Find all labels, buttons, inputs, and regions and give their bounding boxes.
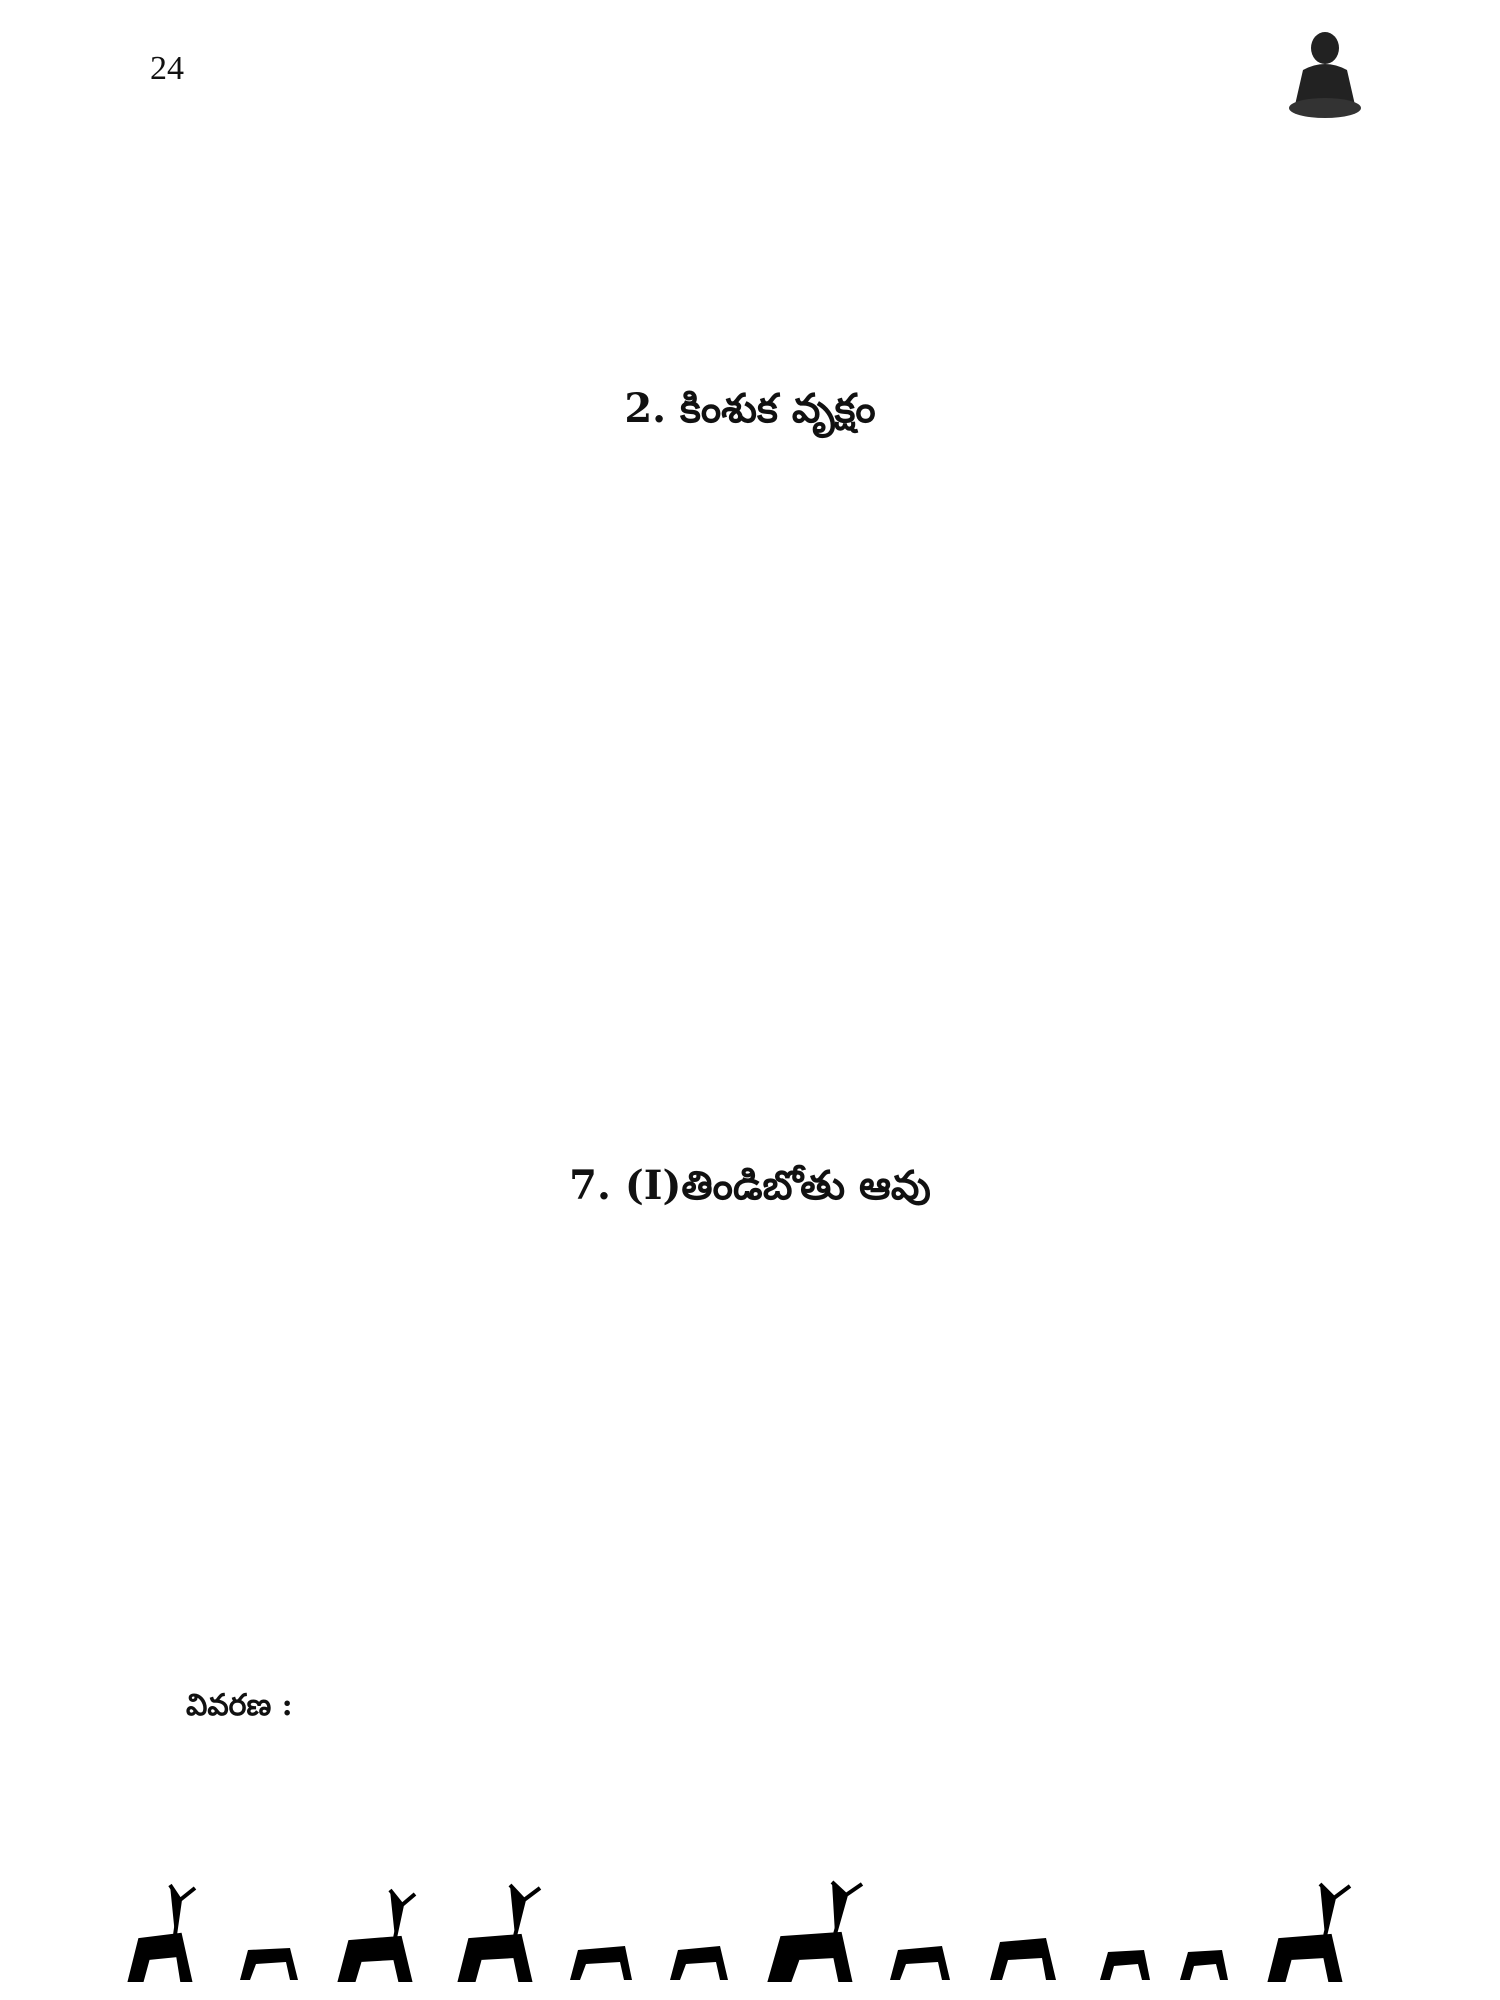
meditating-monk-icon — [1285, 20, 1365, 120]
deer-silhouette-band — [110, 1880, 1400, 1990]
explanation-paragraph — [138, 1680, 1368, 1732]
page-number: 24 — [150, 50, 184, 87]
section-1-heading: 2. కింశుక వృక్షం — [624, 385, 876, 432]
explanation-label: వివరణ : — [186, 1688, 293, 1723]
section-2-heading: 7. (I)తిండిబోతు ఆవు — [569, 1162, 931, 1209]
